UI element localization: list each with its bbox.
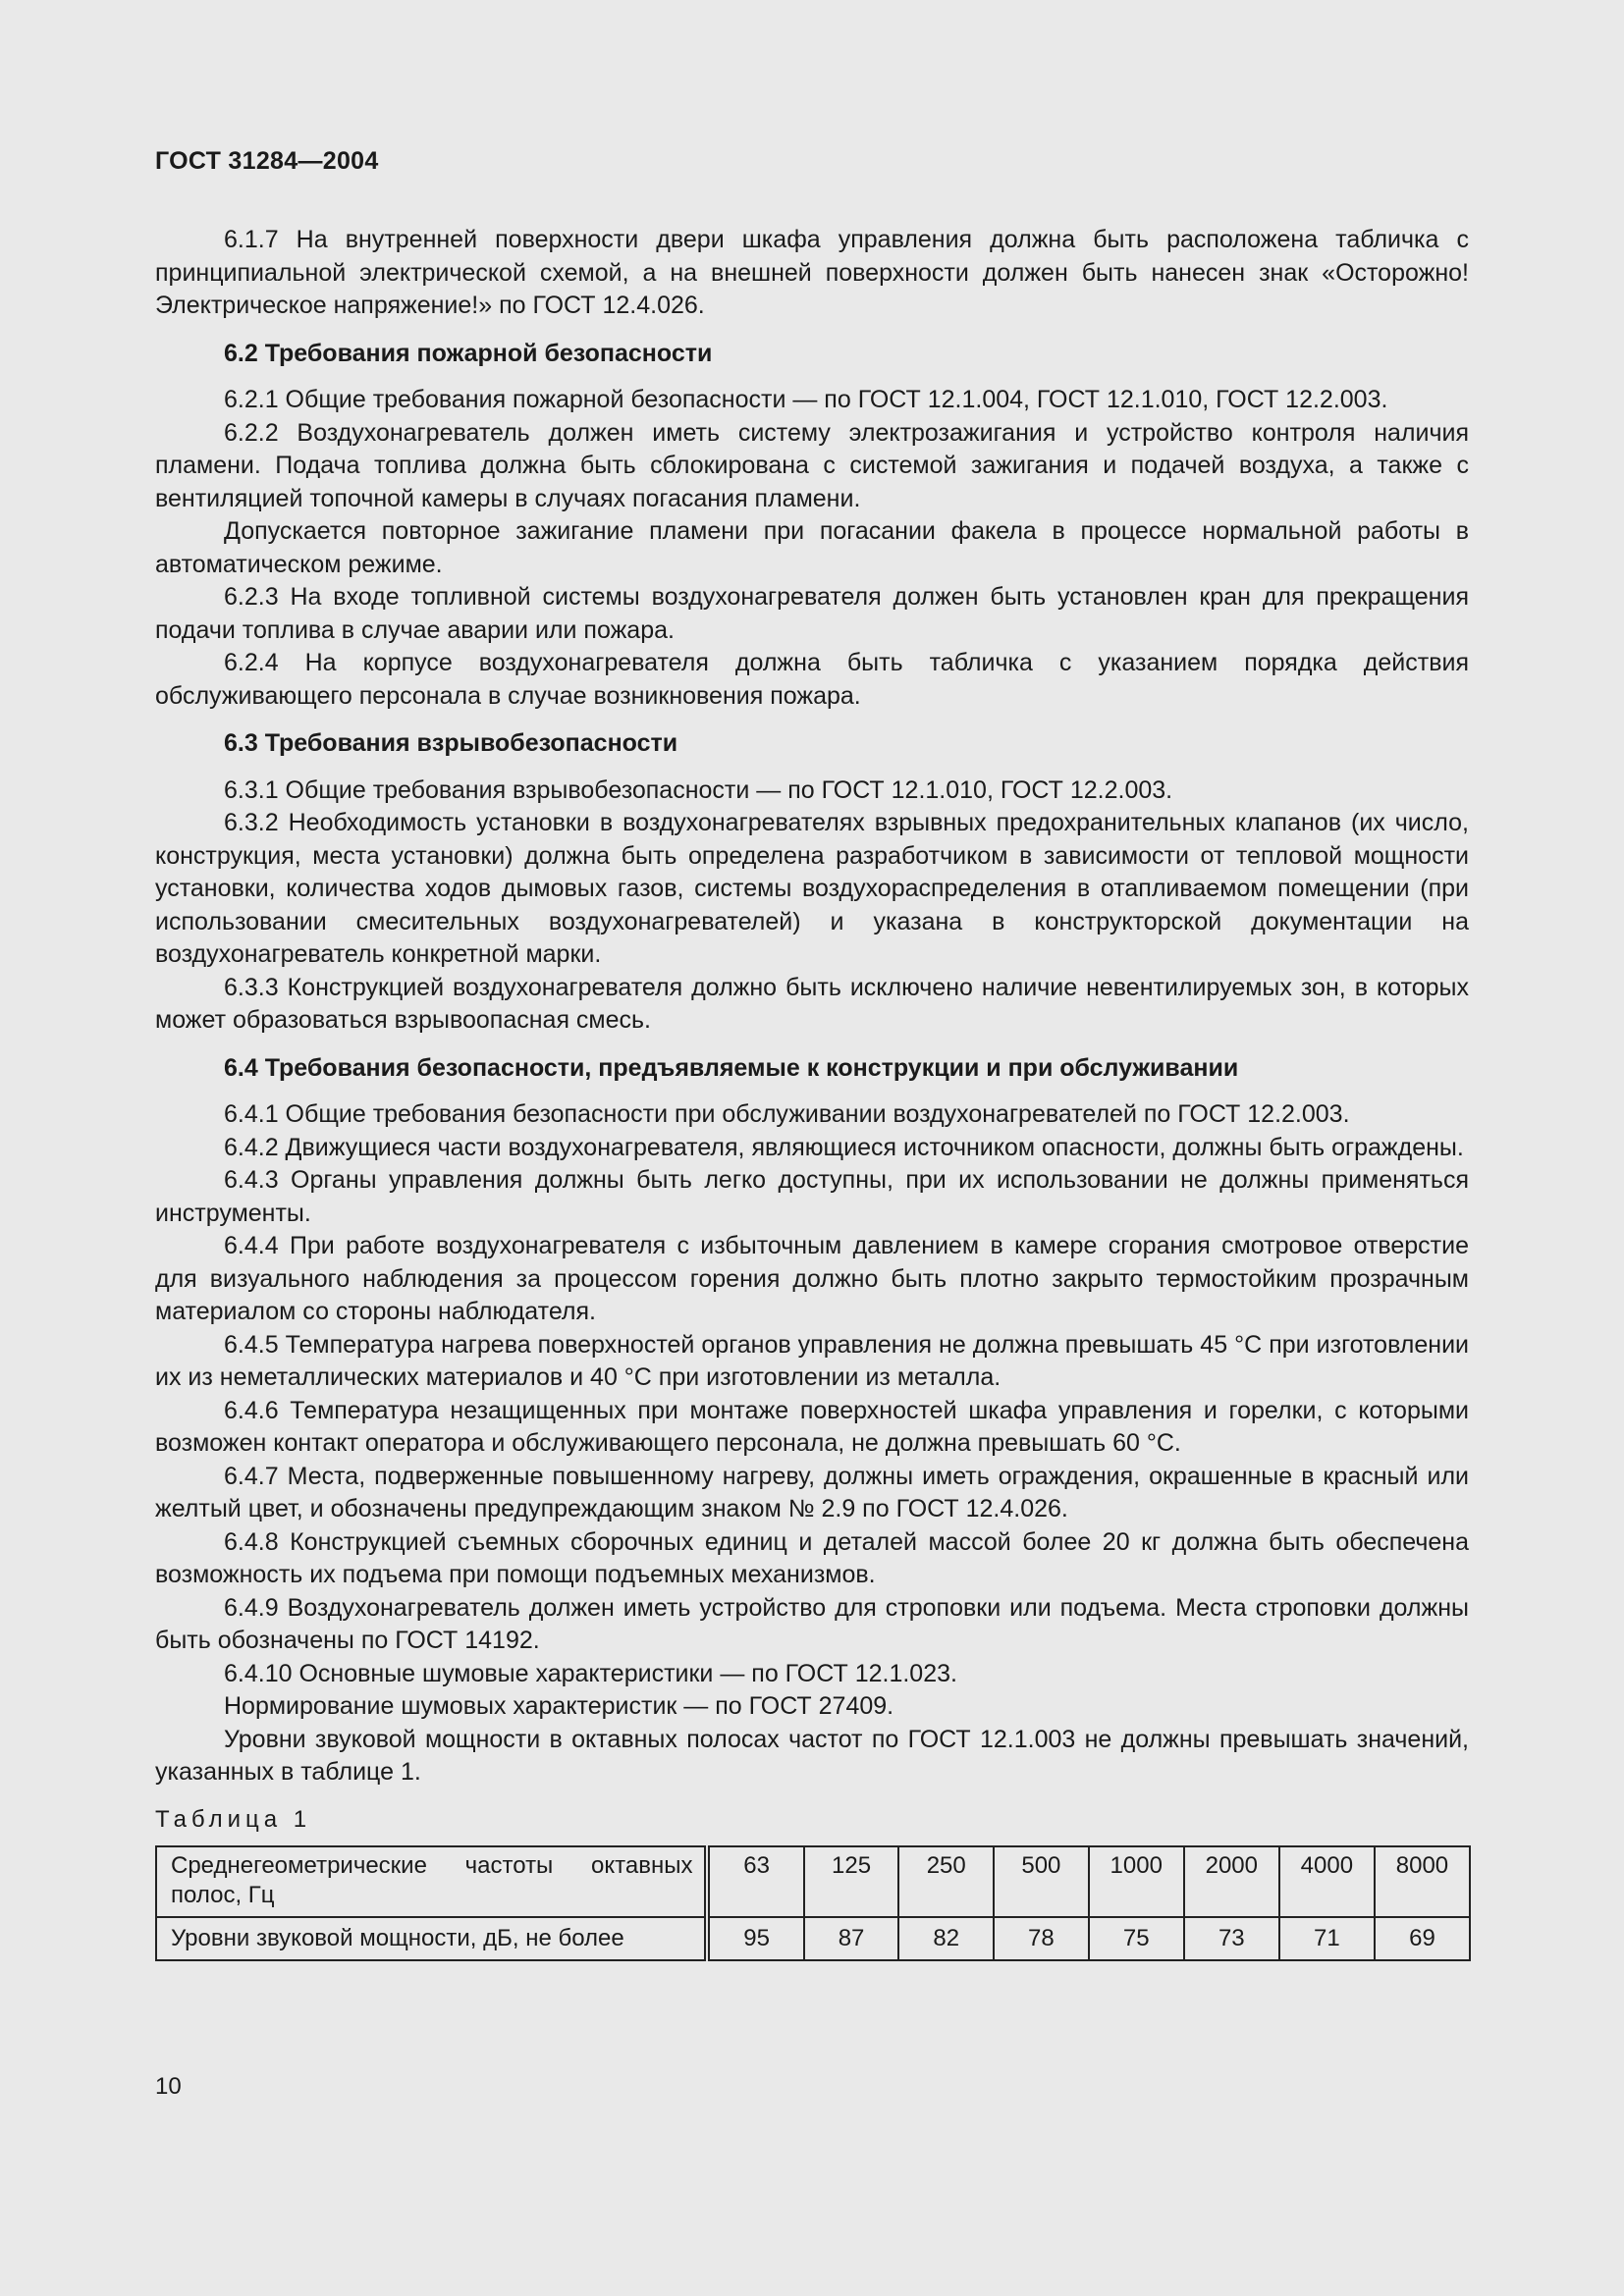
table-cell: 82 — [898, 1917, 994, 1960]
table-cell: 75 — [1089, 1917, 1184, 1960]
table-cell: 78 — [994, 1917, 1089, 1960]
noise-levels-table — [155, 1845, 1471, 1961]
section-heading: 6.2 Требования пожарной безопасности — [224, 339, 713, 367]
paragraph: 6.2.4 На корпусе воздухонагревателя должна быть табличка с указанием порядка действия обслуживающего персонала в случае возникновения пожара. — [155, 649, 1469, 710]
table-cell: 8000 — [1375, 1846, 1470, 1917]
paragraph: 6.4.2 Движущиеся части воздухонагревателя, являющиеся источником опасности, должны быть ограждены. — [224, 1133, 1464, 1161]
paragraph: 6.4.10 Основные шумовые характеристики — по ГОСТ 12.1.023. — [224, 1659, 957, 1687]
paragraph: 6.2.3 На входе топливной системы воздухонагревателя должен быть установлен кран для прекращения подачи топлива в случае аварии или пожара. — [155, 583, 1469, 644]
table-cell: 4000 — [1279, 1846, 1375, 1917]
paragraph: Уровни звуковой мощности в октавных полосах частот по ГОСТ 12.1.003 не должны превышать значений, указанных в таблице 1. — [155, 1725, 1469, 1786]
paragraph: 6.4.8 Конструкцией съемных сборочных единиц и деталей массой более 20 кг должна быть обеспечена возможность их подъема при помощи подъемных механизмов. — [155, 1527, 1469, 1588]
document-header: ГОСТ 31284—2004 — [155, 147, 379, 175]
table-cell: 500 — [994, 1846, 1089, 1917]
table-row — [156, 1846, 1470, 1917]
paragraph: 6.4.5 Температура нагрева поверхностей органов управления не должна превышать 45 °С при изготовлении их из неметаллических материалов и 40 °С при изготовлении из металла. — [155, 1330, 1469, 1391]
table-cell: 63 — [707, 1846, 803, 1917]
paragraph: 6.4.9 Воздухонагреватель должен иметь устройство для строповки или подъема. Места строповки должны быть обозначены по ГОСТ 14192. — [155, 1593, 1469, 1654]
table-cell: 1000 — [1089, 1846, 1184, 1917]
table-caption: Таблица 1 — [155, 1805, 312, 1833]
paragraph: Допускается повторное зажигание пламени при погасании факела в процессе нормальной работы в автоматическом режиме. — [155, 517, 1469, 578]
paragraph: 6.4.4 При работе воздухонагревателя с избыточным давлением в камере сгорания смотровое отверстие для визуального наблюдения за процессом горения должно быть плотно закрыто термостойким прозрачным материалом со стороны наблюдателя. — [155, 1232, 1469, 1325]
paragraph: 6.3.2 Необходимость установки в воздухонагревателях взрывных предохранительных клапанов (их число, конструкция, места установки) должна быть определена разработчиком в зависимости от тепловой мощности установки, количества ходов дымовых газов, системы воздухораспределения в отапливаемом помещении (при использовании смесительных воздухонагревателей) и указана в конструкторской документации на воздухонагреватель конкретной марки. — [155, 809, 1469, 968]
text-blocks — [155, 224, 1469, 1789]
section-heading: 6.4 Требования безопасности, предъявляемые к конструкции и при обслуживании — [224, 1053, 1239, 1082]
paragraph: 6.2.2 Воздухонагреватель должен иметь систему электрозажигания и устройство контроля наличия пламени. Подача топлива должна быть сблокирована с системой зажигания и подачей воздуха, а также с вентиляцией топочной камеры в случаях погасания пламени. — [155, 418, 1469, 512]
table-cell: 87 — [804, 1917, 899, 1960]
paragraph: 6.4.6 Температура незащищенных при монтаже поверхностей шкафа управления и горелки, с которыми возможен контакт оператора и обслуживающего персонала, не должна превышать 60 °С. — [155, 1396, 1469, 1457]
paragraph: 6.1.7 На внутренней поверхности двери шкафа управления должна быть расположена табличка с принципиальной электрической схемой, а на внешней поверхности должен быть нанесен знак «Осторожно! Электрическое напряжение!» по ГОСТ 12.4.026. — [155, 226, 1469, 319]
paragraph: 6.2.1 Общие требования пожарной безопасности — по ГОСТ 12.1.004, ГОСТ 12.1.010, ГОСТ 12.2.003. — [224, 386, 1388, 413]
paragraph: 6.4.1 Общие требования безопасности при обслуживании воздухонагревателей по ГОСТ 12.2.003. — [224, 1100, 1350, 1128]
table-cell: 2000 — [1184, 1846, 1279, 1917]
table-cell: 250 — [898, 1846, 994, 1917]
row-label-frequencies: Среднегеометрические частоты октавных полос, Гц — [156, 1846, 707, 1917]
paragraph: Нормирование шумовых характеристик — по ГОСТ 27409. — [224, 1692, 894, 1720]
row-label-sound-power: Уровни звуковой мощности, дБ, не более — [156, 1917, 707, 1960]
table-row — [156, 1917, 1470, 1960]
paragraph: 6.3.3 Конструкцией воздухонагревателя должно быть исключено наличие невентилируемых зон, в которых может образоваться взрывоопасная смесь. — [155, 973, 1469, 1034]
section-heading: 6.3 Требования взрывобезопасности — [224, 729, 678, 757]
table-cell: 73 — [1184, 1917, 1279, 1960]
document-body — [155, 224, 1469, 1961]
paragraph: 6.3.1 Общие требования взрывобезопасности — по ГОСТ 12.1.010, ГОСТ 12.2.003. — [224, 775, 1173, 804]
table-cell: 71 — [1279, 1917, 1375, 1960]
table-cell: 125 — [804, 1846, 899, 1917]
paragraph: 6.4.3 Органы управления должны быть легко доступны, при их использовании не должны применяться инструменты. — [155, 1166, 1469, 1227]
table-cell: 69 — [1375, 1917, 1470, 1960]
paragraph: 6.4.7 Места, подверженные повышенному нагреву, должны иметь ограждения, окрашенные в красный или желтый цвет, и обозначены предупреждающим знаком № 2.9 по ГОСТ 12.4.026. — [155, 1462, 1469, 1522]
table-cell: 95 — [707, 1917, 803, 1960]
page-number: 10 — [155, 2073, 182, 2100]
